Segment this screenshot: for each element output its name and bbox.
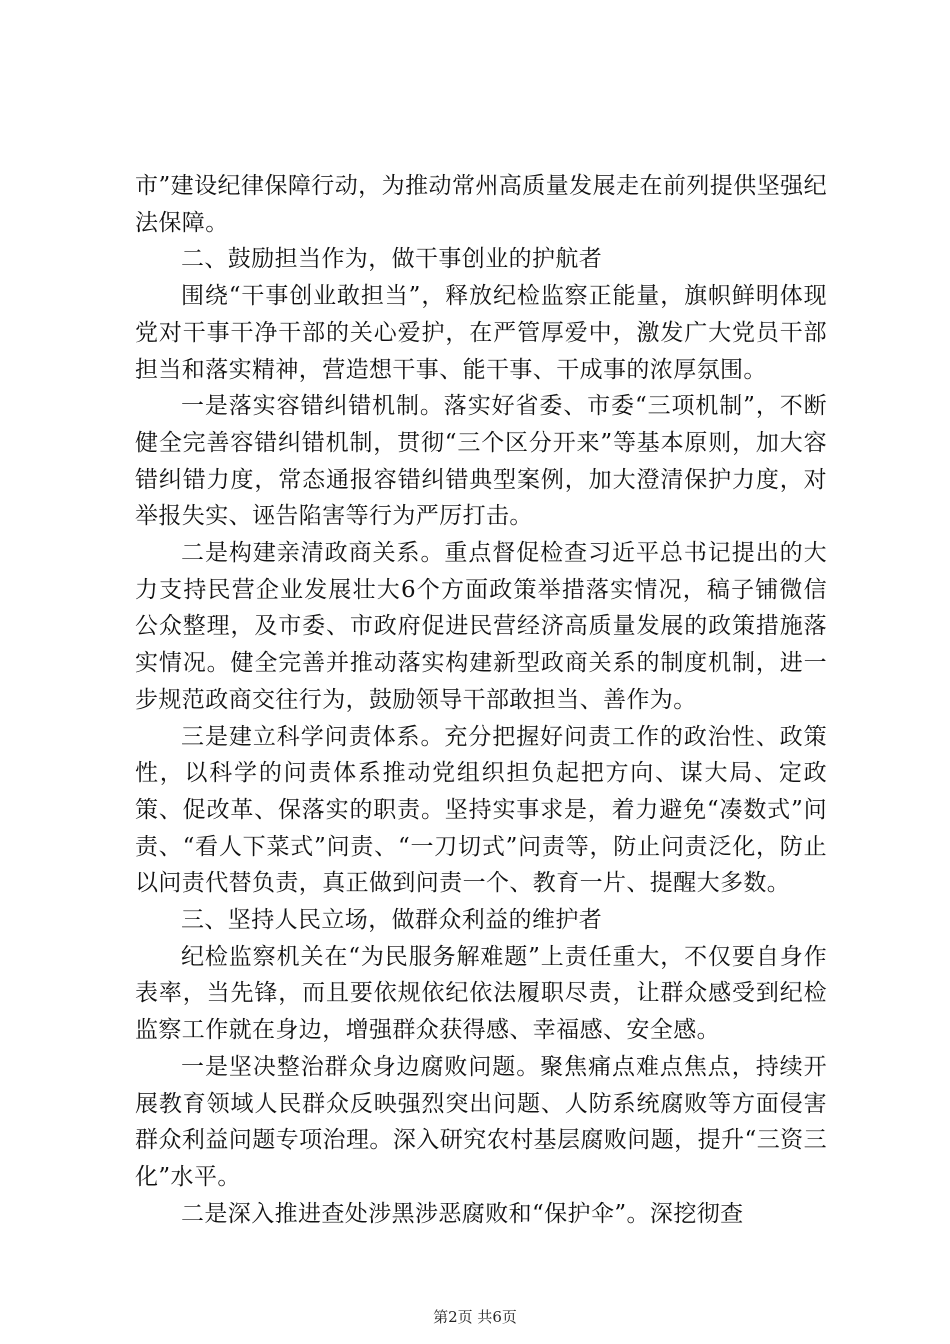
document-body (135, 168, 827, 1232)
paragraph: 一是坚决整治群众身边腐败问题。聚焦痛点难点焦点，持续开展教育领域人民群众反映强烈突出问题、人防系统腐败等方面侵害群众利益问题专项治理。深入研究农村基层腐败问题，提升“三资三化”水平。 (135, 1053, 827, 1190)
paragraph: 三是建立科学问责体系。充分把握好问责工作的政治性、政策性，以科学的问责体系推动党组织担负起把方向、谋大局、定政策、促改革、保落实的职责。坚持实事求是，着力避免“凑数式”问责、“看人下菜式”问责、“一刀切式”问责等，防止问责泛化，防止以问责代替负责，真正做到问责一个、教育一片、提醒大多数。 (135, 723, 827, 897)
page-footer: 第2页 共6页 (433, 1308, 517, 1326)
paragraph: 一是落实容错纠错机制。落实好省委、市委“三项机制”，不断健全完善容错纠错机制，贯彻“三个区分开来”等基本原则，加大容错纠错力度，常态通报容错纠错典型案例，加大澄清保护力度，对举报失实、诬告陷害等行为严厉打击。 (135, 393, 827, 530)
paragraph: 市”建设纪律保障行动，为推动常州高质量发展走在前列提供坚强纪法保障。 (135, 173, 827, 236)
paragraph: 围绕“干事创业敢担当”，释放纪检监察正能量，旗帜鲜明体现党对干事干净干部的关心爱护，在严管厚爱中，激发广大党员干部担当和落实精神，营造想干事、能干事、干成事的浓厚氛围。 (135, 283, 827, 383)
paragraph: 二、鼓励担当作为，做干事创业的护航者 (181, 246, 603, 273)
paragraph: 三、坚持人民立场，做群众利益的维护者 (181, 907, 603, 934)
paragraph: 纪检监察机关在“为民服务解难题”上责任重大，不仅要自身作表率，当先锋，而且要依规依纪依法履职尽责，让群众感受到纪检监察工作就在身边，增强群众获得感、幸福感、安全感。 (135, 943, 827, 1044)
paragraph: 二是构建亲清政商关系。重点督促检查习近平总书记提出的大力支持民营企业发展壮大6个方面政策举措落实情况，稿子铺微信公众整理，及市委、市政府促进民营经济高质量发展的政策措施落实情况。健全完善并推动落实构建新型政商关系的制度机制，进一步规范政商交往行为，鼓励领导干部敢担当、善作为。 (135, 540, 827, 713)
paragraph: 二是深入推进查处涉黑涉恶腐败和“保护伞”。深挖彻查 (181, 1200, 744, 1227)
